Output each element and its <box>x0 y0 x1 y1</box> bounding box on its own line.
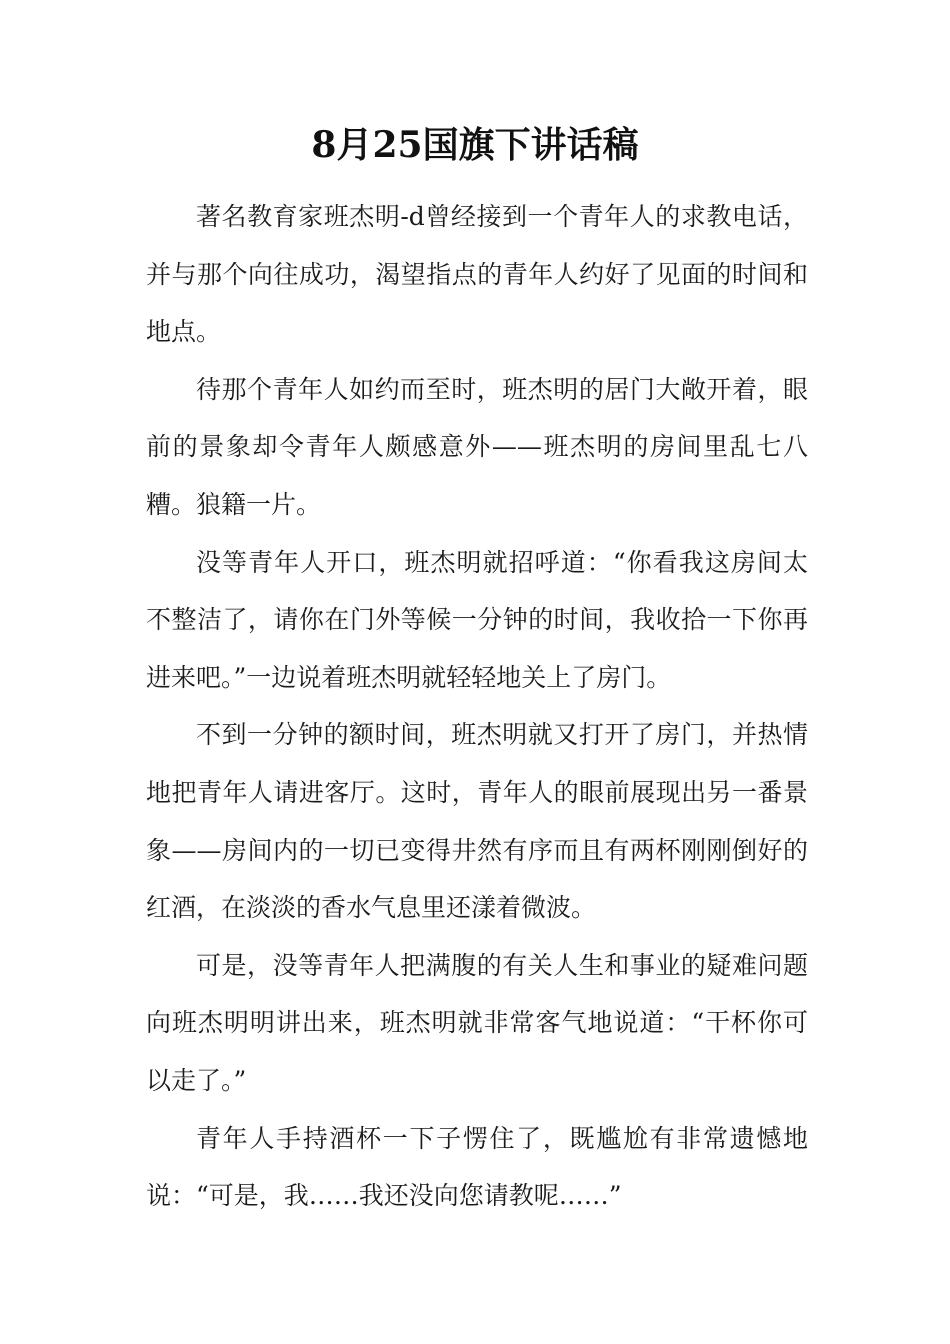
paragraph: 待那个青年人如约而至时，班杰明的居门大敞开着，眼前的景象却令青年人颇感意外——班杰明的房间里乱七八糟。狼籍一片。 <box>146 374 808 519</box>
paragraph: 不到一分钟的额时间，班杰明就又打开了房门，并热情地把青年人请进客厅。这时，青年人的眼前展现出另一番景象——房间内的一切已变得井然有序而且有两杯刚刚倒好的红酒，在淡淡的香水气息里还漾着微波。 <box>146 720 808 923</box>
paragraph: 青年人手持酒杯一下子愣住了，既尴尬有非常遗憾地说：“可是，我……我还没向您请教呢……” <box>146 1123 808 1211</box>
paragraph: 没等青年人开口，班杰明就招呼道：“你看我这房间太不整洁了，请你在门外等候一分钟的时间，我收拾一下你再进来吧。”一边说着班杰明就轻轻地关上了房门。 <box>146 547 808 692</box>
document-title: 8月25国旗下讲话稿 <box>311 124 639 166</box>
paragraph: 著名教育家班杰明-d曾经接到一个青年人的求教电话，并与那个向往成功，渴望指点的青年人约好了见面的时间和地点。 <box>146 202 808 347</box>
document-body <box>146 188 808 1225</box>
paragraph: 可是，没等青年人把满腹的有关人生和事业的疑难问题向班杰明明讲出来，班杰明就非常客气地说道：“干杯你可以走了。” <box>146 950 808 1095</box>
